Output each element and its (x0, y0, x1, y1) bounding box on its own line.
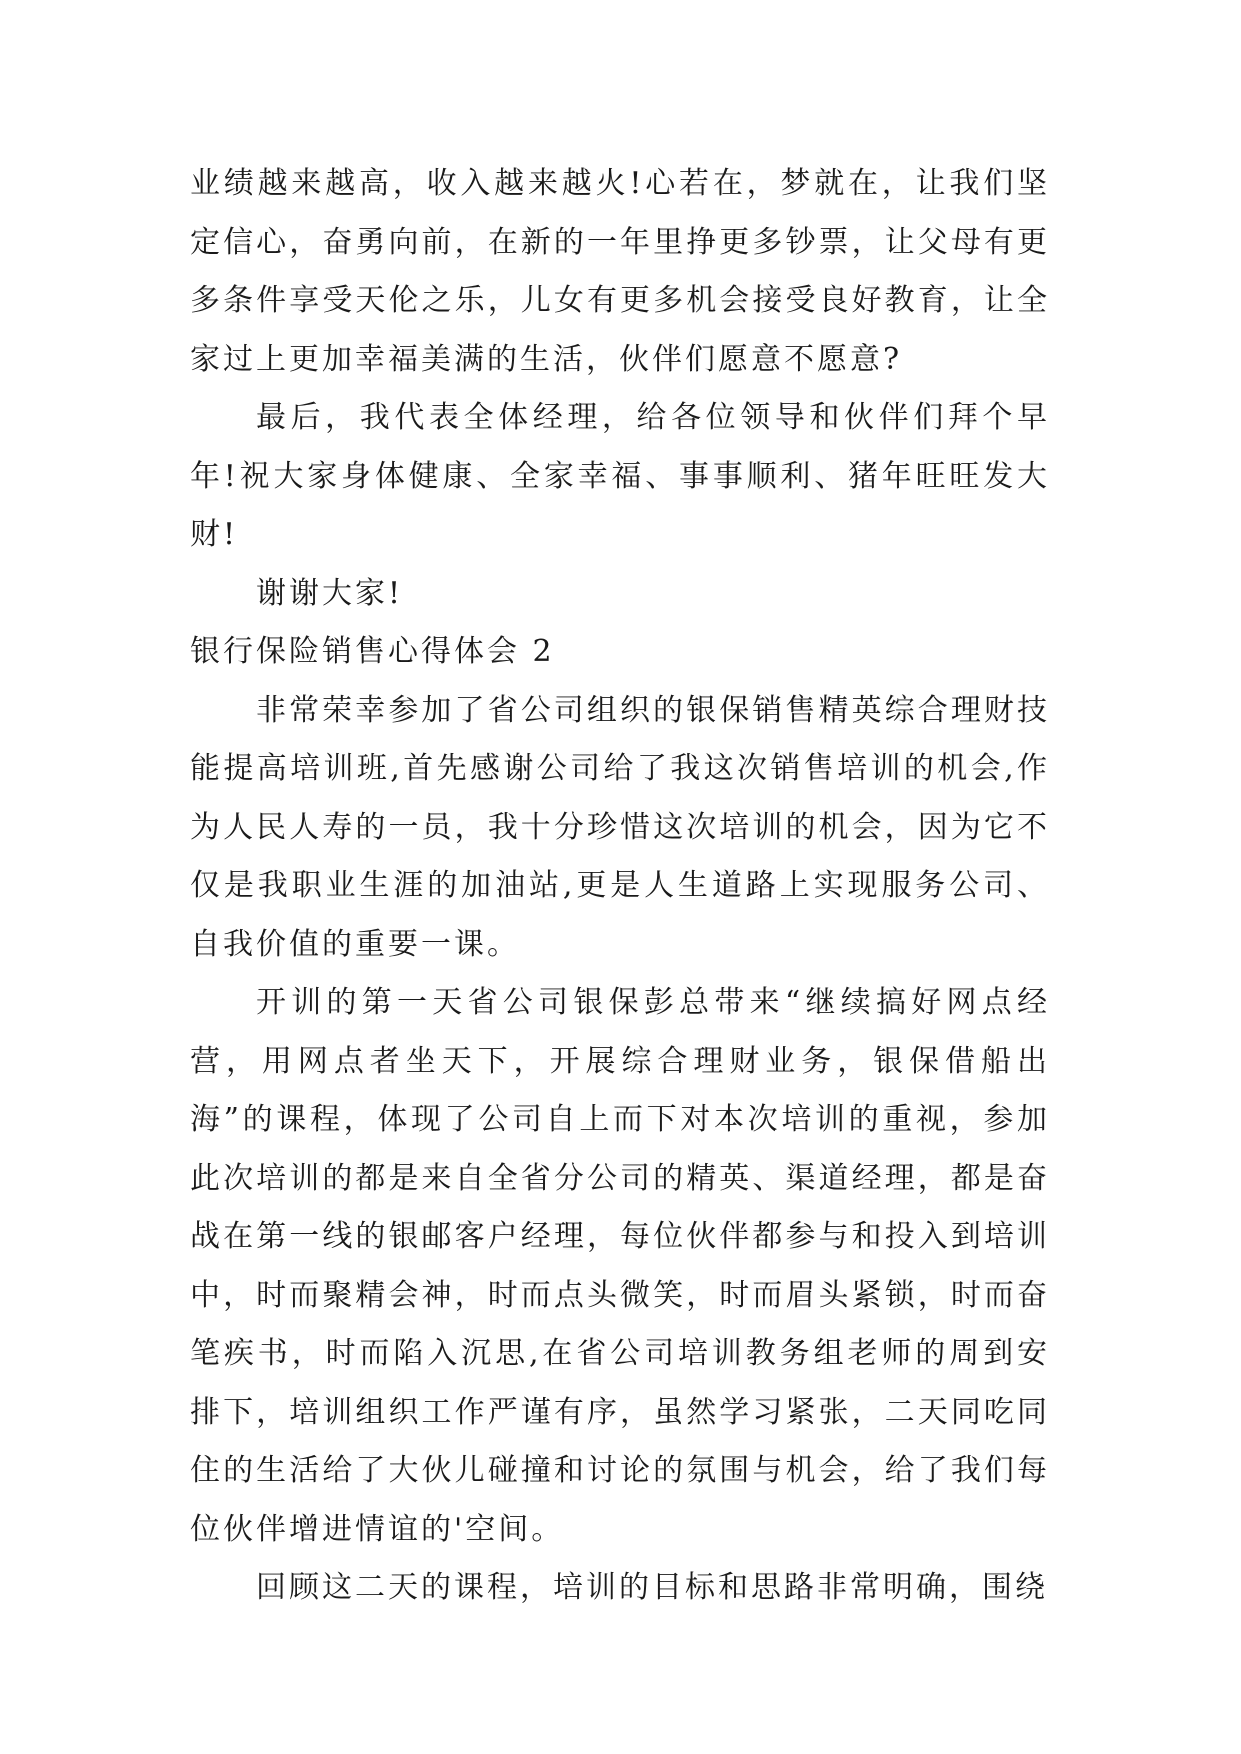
paragraph-5: 开训的第一天省公司银保彭总带来“继续搞好网点经营，用网点者坐天下，开展综合理财业务，银保借船出海”的课程，体现了公司自上而下对本次培训的重视，参加此次培训的都是来自全省分公司的精英、渠道经理，都是奋战在第一线的银邮客户经理，每位伙伴都参与和投入到培训中，时而聚精会神，时而点头微笑，时而眉头紧锁，时而奋笔疾书，时而陷入沉思,在省公司培训教务组老师的周到安排下，培训组织工作严谨有序，虽然学习紧张，二天同吃同住的生活给了大伙儿碰撞和讨论的氛围与机会，给了我们每位伙伴增进情谊的'空间。 (190, 985, 1050, 1547)
paragraph-2: 最后，我代表全体经理，给各位领导和伙伴们拜个早年!祝大家身体健康、全家幸福、事事顺利、猪年旺旺发大财! (190, 400, 1050, 552)
paragraph-3: 谢谢大家! (256, 575, 404, 611)
document-body (190, 155, 1050, 1618)
paragraph-1: 业绩越来越高，收入越来越火!心若在，梦就在，让我们坚定信心，奋勇向前，在新的一年里挣更多钞票，让父母有更多条件享受天伦之乐，儿女有更多机会接受良好教育，让全家过上更加幸福美满的生活，伙伴们愿意不愿意? (190, 166, 1050, 377)
section-heading: 银行保险销售心得体会 2 (190, 634, 555, 669)
paragraph-6: 回顾这二天的课程，培训的目标和思路非常明确，围绕 (256, 1570, 1048, 1605)
paragraph-4: 非常荣幸参加了省公司组织的银保销售精英综合理财技能提高培训班,首先感谢公司给了我这次销售培训的机会,作为人民人寿的一员，我十分珍惜这次培训的机会，因为它不仅是我职业生涯的加油站,更是人生道路上实现服务公司、自我价值的重要一课。 (190, 692, 1050, 962)
